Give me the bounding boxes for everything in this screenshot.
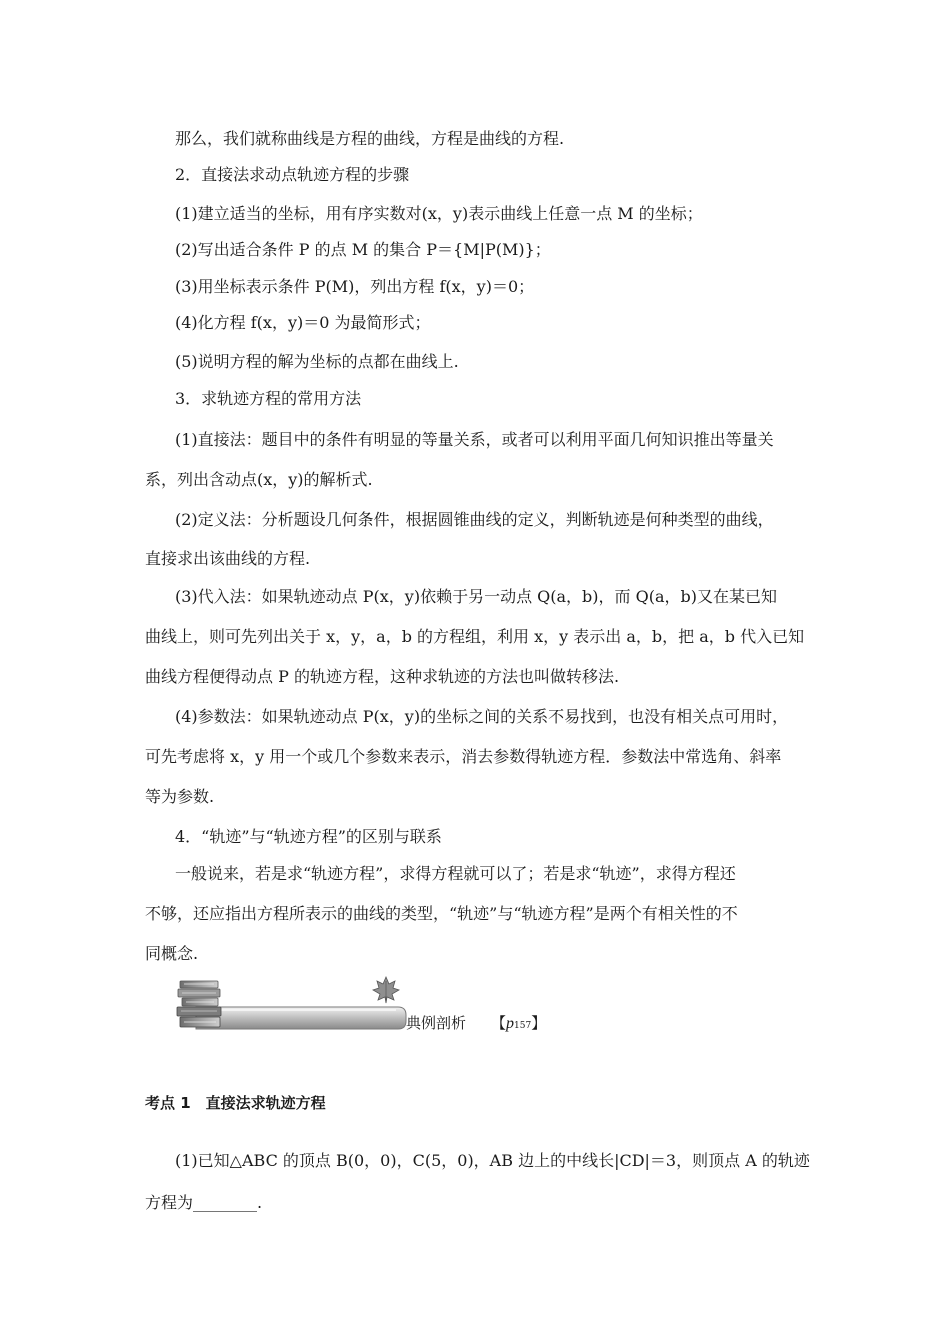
page-reference-number: 157 [514, 1021, 532, 1031]
paragraph-line: 曲线方程便得动点 P 的轨迹方程，这种求轨迹的方法也叫做转移法. [145, 667, 620, 686]
paragraph-line: 曲线上，则可先列出关于 x，y，a，b 的方程组，利用 x，y 表示出 a，b，把 a，b 代入已知 [145, 627, 805, 646]
maple-leaf-icon [373, 977, 399, 1003]
paragraph-line: 同概念. [145, 944, 199, 963]
page-reference-open: 【 [491, 1014, 507, 1032]
page-reference [491, 1013, 546, 1036]
page-reference-letter: p [506, 1015, 515, 1032]
paragraph-line: (3)代入法：如果轨迹动点 P(x，y)依赖于另一动点 Q(a，b)，而 Q(a，b)又在某已知 [175, 587, 778, 606]
section-banner [176, 973, 412, 1033]
section-heading: 3．求轨迹方程的常用方法 [175, 389, 362, 408]
paragraph-line: (2)定义法：分析题设几何条件，根据圆锥曲线的定义，判断轨迹是何种类型的曲线， [175, 510, 774, 529]
paragraph-line: 系，列出含动点(x，y)的解析式. [145, 470, 373, 489]
section-heading: 4．“轨迹”与“轨迹方程”的区别与联系 [175, 827, 442, 846]
book-stack-icon [177, 981, 221, 1027]
section-banner-label: 典例剖析 [406, 1014, 467, 1032]
problem-line: (1)已知△ABC 的顶点 B(0，0)，C(5，0)，AB 边上的中线长|CD|＝3，则顶点 A 的轨迹 [175, 1151, 810, 1170]
topic-heading: 考点 1 直接法求轨迹方程 [145, 1094, 326, 1112]
paragraph-line: 一般说来，若是求“轨迹方程”，求得方程就可以了；若是求“轨迹”，求得方程还 [175, 864, 736, 883]
step-item: (3)用坐标表示条件 P(M)，列出方程 f(x，y)＝0； [175, 277, 535, 296]
step-item: (2)写出适合条件 P 的点 M 的集合 P＝{M|P(M)}； [175, 240, 551, 259]
paragraph-line: 可先考虑将 x，y 用一个或几个参数来表示，消去参数得轨迹方程．参数法中常选角、斜率 [145, 747, 782, 766]
problem-line: 方程为________. [145, 1193, 263, 1212]
paragraph-line: 不够，还应指出方程所表示的曲线的类型，“轨迹”与“轨迹方程”是两个有相关性的不 [145, 904, 738, 923]
step-item: (5)说明方程的解为坐标的点都在曲线上. [175, 352, 459, 371]
paragraph-line: 那么，我们就称曲线是方程的曲线，方程是曲线的方程. [175, 129, 565, 148]
page-reference-close: 】 [531, 1014, 547, 1032]
paragraph-line: (4)参数法：如果轨迹动点 P(x，y)的坐标之间的关系不易找到，也没有相关点可用时， [175, 707, 789, 726]
paragraph-line: (1)直接法：题目中的条件有明显的等量关系，或者可以利用平面几何知识推出等量关 [175, 430, 774, 449]
section-heading: 2．直接法求动点轨迹方程的步骤 [175, 165, 410, 184]
paragraph-line: 直接求出该曲线的方程. [145, 549, 311, 568]
paragraph-line: 等为参数. [145, 787, 215, 806]
step-item: (4)化方程 f(x，y)＝0 为最简形式； [175, 313, 431, 332]
step-item: (1)建立适当的坐标，用有序实数对(x，y)表示曲线上任意一点 M 的坐标； [175, 204, 703, 223]
